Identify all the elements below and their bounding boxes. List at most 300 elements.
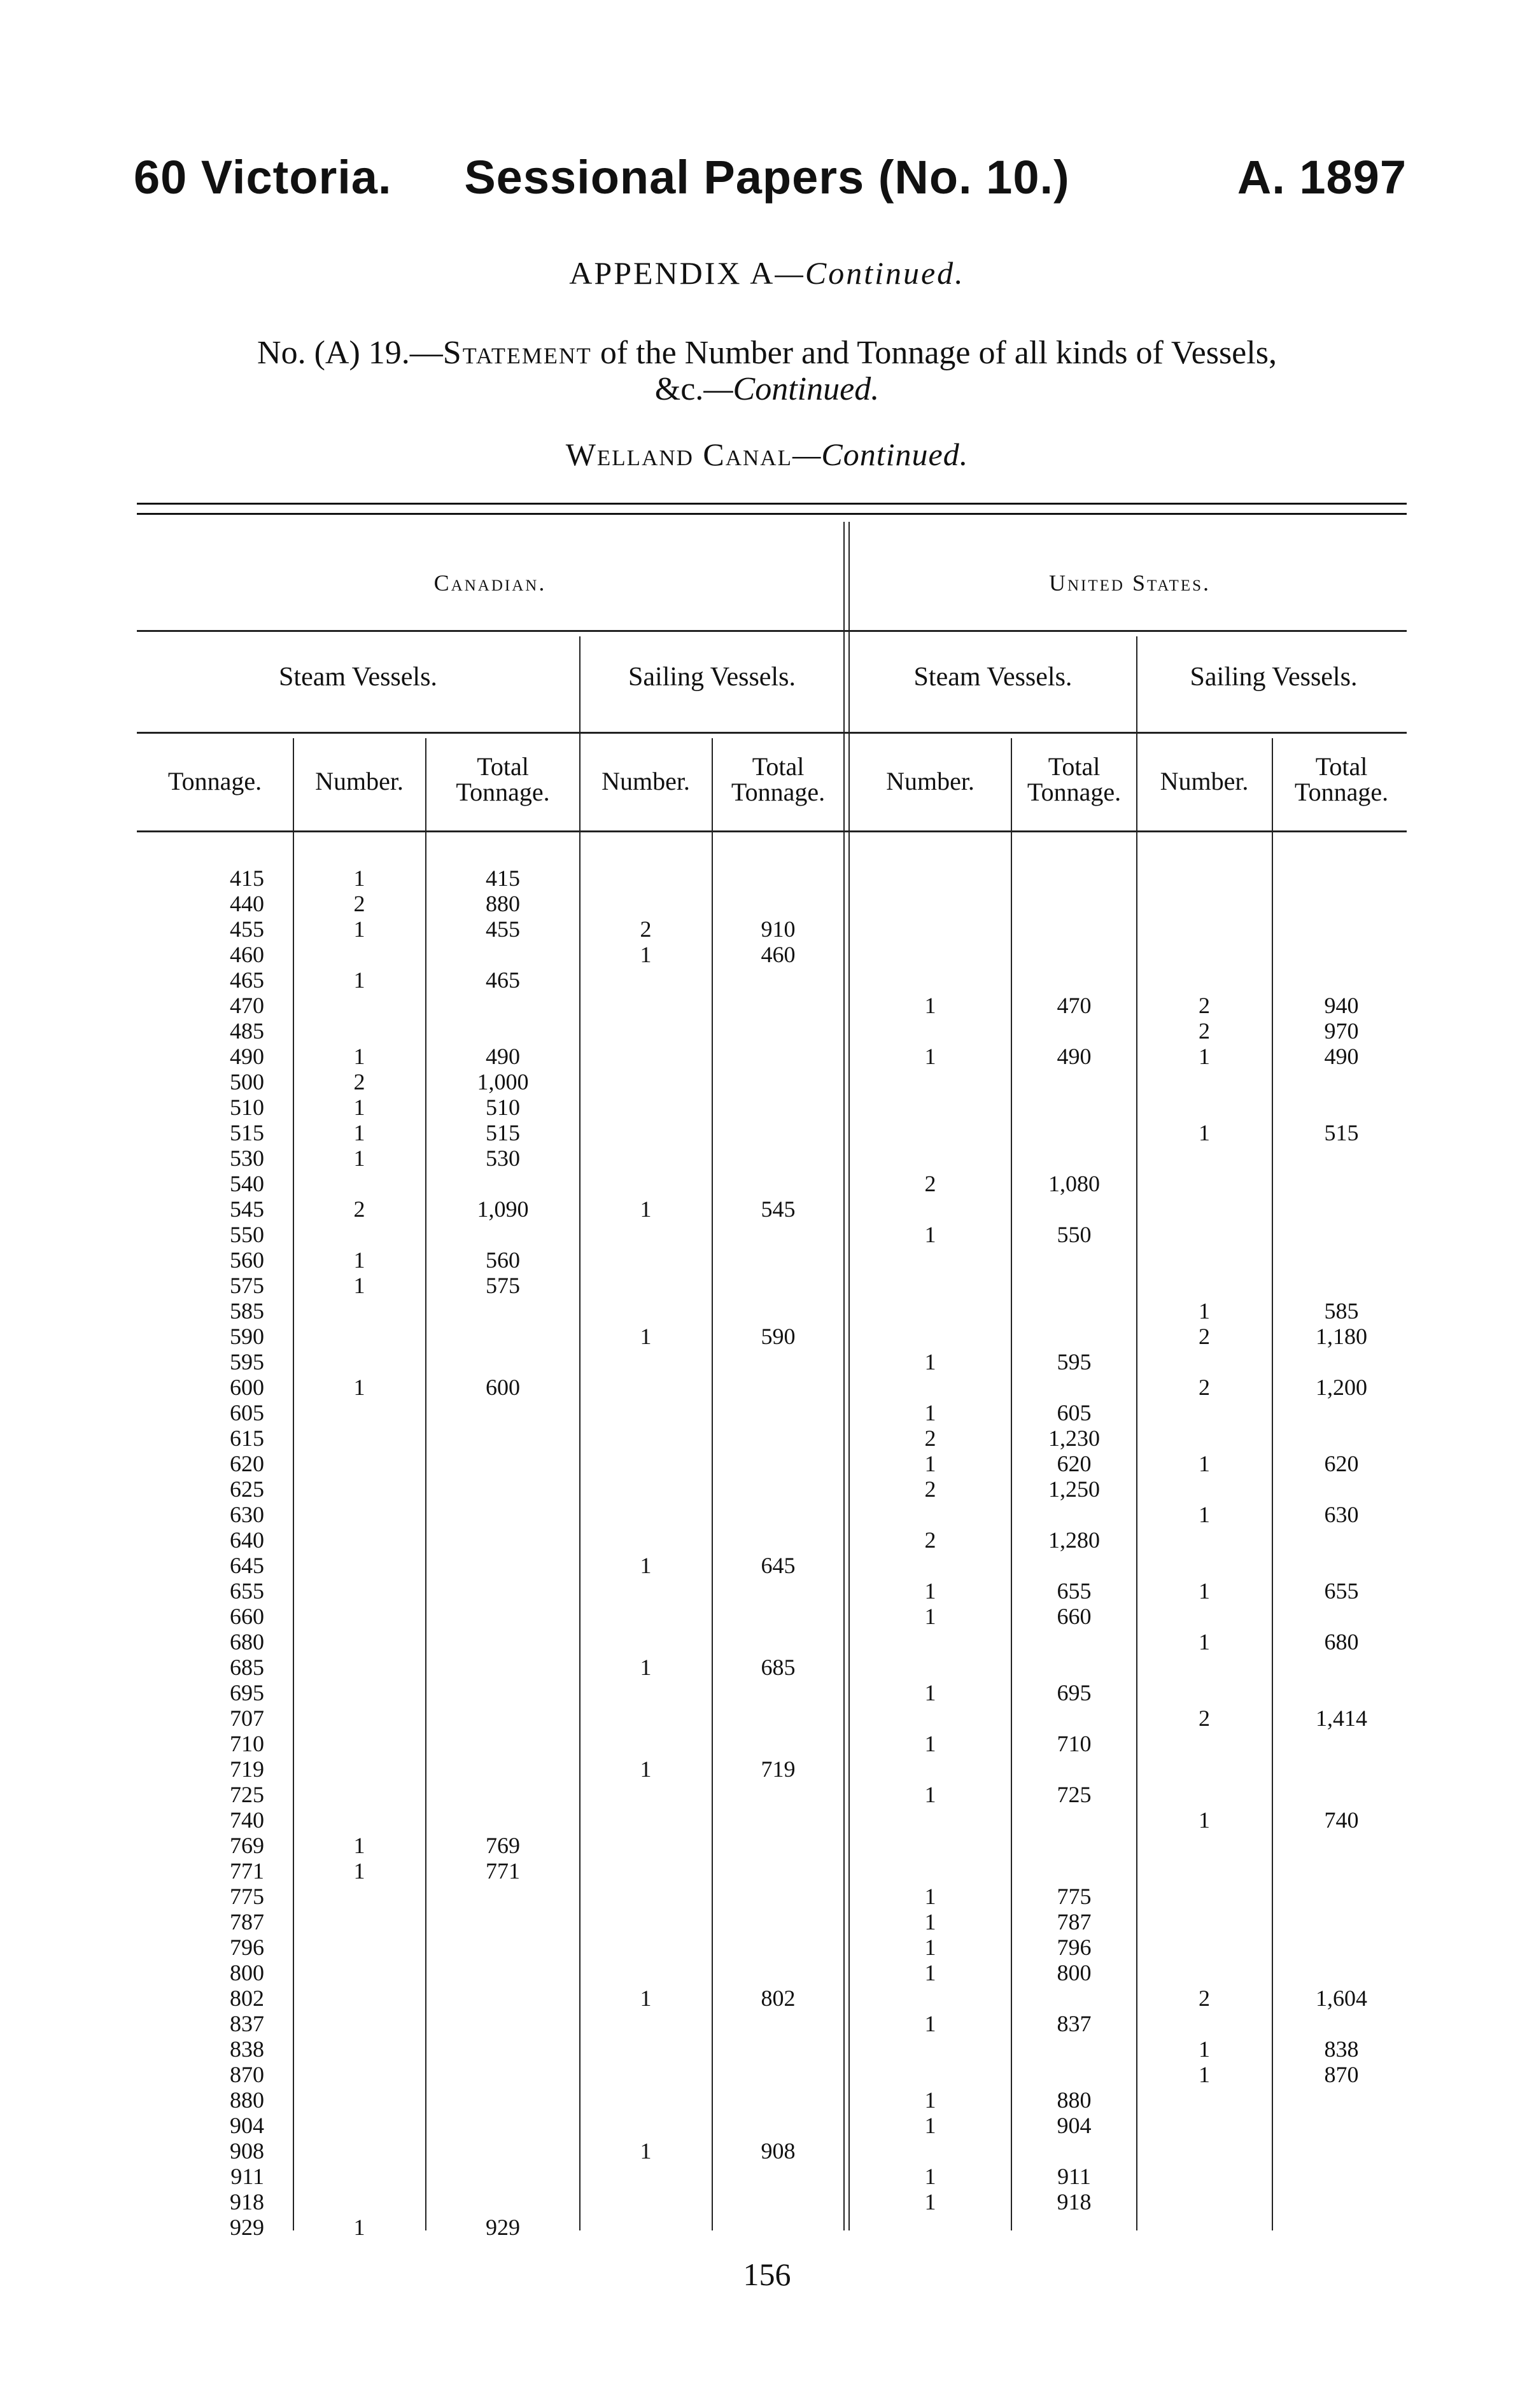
- subgroup-rule: [137, 732, 1407, 734]
- leader-dots: [1143, 1349, 1263, 1375]
- leader-dots: [432, 1502, 572, 1527]
- leader-dots: [299, 1807, 417, 1833]
- us-steam-total-cell: 655: [1057, 1578, 1092, 1604]
- can-steam-total-cell: 600: [486, 1375, 520, 1400]
- leader-dots: [718, 1145, 836, 1171]
- us-steam-total-cell: 796: [1057, 1935, 1092, 1960]
- leader-dots: [1278, 967, 1402, 993]
- leader-dots: [718, 1731, 836, 1756]
- can-steam-number-cell: 1: [353, 1375, 365, 1400]
- statement-keyword: Statement: [442, 335, 592, 371]
- col-us-steam-total: [1012, 754, 1136, 805]
- leader-dots: [1017, 1145, 1129, 1171]
- us-steam-header: Steam Vessels.: [913, 662, 1073, 692]
- leader-dots: [1017, 1553, 1129, 1578]
- can-steam-number-cell: 1: [353, 1247, 365, 1273]
- leader-dots: [855, 1655, 1003, 1680]
- leader-dots: [855, 1069, 1003, 1095]
- leader-dots: [299, 2113, 417, 2138]
- leader-dots: [1143, 2164, 1263, 2189]
- us-steam-number-cell: 1: [924, 1782, 936, 1807]
- session-label: 60 Victoria.: [134, 151, 392, 204]
- col-tonnage-sub-label: Tonnage.: [1294, 778, 1389, 806]
- leader-dots: [299, 1324, 417, 1349]
- tonnage-cell: 455: [230, 916, 264, 942]
- year-label: A. 1897: [1237, 151, 1407, 204]
- leader-dots: [1278, 1756, 1402, 1782]
- leader-dots: [1143, 1069, 1263, 1095]
- leader-dots: [299, 1018, 417, 1044]
- tonnage-cell: 640: [230, 1527, 264, 1553]
- leader-dots: [1143, 1273, 1263, 1298]
- leader-dots: [432, 2113, 572, 2138]
- leader-dots: [1143, 1425, 1263, 1451]
- col-number-label: Number.: [886, 767, 975, 795]
- tonnage-cell: 660: [230, 1604, 264, 1629]
- leader-dots: [299, 1604, 417, 1629]
- leader-dots: [1017, 1095, 1129, 1120]
- leader-dots: [1278, 1553, 1402, 1578]
- leader-dots: [299, 1884, 417, 1909]
- leader-dots: [586, 1884, 703, 1909]
- leader-dots: [586, 1858, 703, 1884]
- leader-dots: [855, 1807, 1003, 1833]
- statement-heading-line2: [0, 370, 1534, 408]
- can-sail-number-cell: 1: [640, 1324, 652, 1349]
- leader-dots: [855, 942, 1003, 967]
- leader-dots: [1143, 1756, 1263, 1782]
- leader-dots: [586, 1273, 703, 1298]
- leader-dots: [432, 2087, 572, 2113]
- tonnage-cell: 615: [230, 1425, 264, 1451]
- leader-dots: [586, 2087, 703, 2113]
- leader-dots: [299, 2062, 417, 2087]
- leader-dots: [1278, 1833, 1402, 1858]
- leader-dots: [855, 967, 1003, 993]
- tonnage-cell: 490: [230, 1044, 264, 1069]
- us-steam-number-cell: 1: [924, 1044, 936, 1069]
- leader-dots: [299, 1909, 417, 1935]
- leader-dots: [299, 1527, 417, 1553]
- leader-dots: [586, 1604, 703, 1629]
- us-sail-total-cell: 1,180: [1316, 1324, 1367, 1349]
- us-sail-number-cell: 2: [1199, 1324, 1210, 1349]
- leader-dots: [586, 1069, 703, 1095]
- leader-dots: [299, 1171, 417, 1196]
- leader-dots: [1143, 2087, 1263, 2113]
- leader-dots: [718, 1171, 836, 1196]
- tonnage-cell: 775: [230, 1884, 264, 1909]
- leader-dots: [586, 865, 703, 891]
- tonnage-cell: 911: [230, 2164, 264, 2189]
- tonnage-cell: 837: [230, 2011, 264, 2036]
- tonnage-cell: 838: [230, 2036, 264, 2062]
- leader-dots: [432, 993, 572, 1018]
- divider-can-steam-cols: [425, 738, 426, 2230]
- can-sail-number-cell: 1: [640, 942, 652, 967]
- leader-dots: [299, 1985, 417, 2011]
- leader-dots: [586, 1095, 703, 1120]
- us-sail-number-cell: 1: [1199, 1629, 1210, 1655]
- us-sail-number-cell: 1: [1199, 1502, 1210, 1527]
- us-steam-number-cell: 1: [924, 1884, 936, 1909]
- leader-dots: [586, 1502, 703, 1527]
- leader-dots: [299, 993, 417, 1018]
- leader-dots: [299, 942, 417, 967]
- leader-dots: [718, 1018, 836, 1044]
- us-steam-number-cell: 1: [924, 993, 936, 1018]
- us-steam-number-cell: 2: [924, 1476, 936, 1502]
- leader-dots: [718, 1298, 836, 1324]
- group-united-states: United States.: [1049, 570, 1211, 596]
- leader-dots: [718, 1375, 836, 1400]
- sessional-papers-title: Sessional Papers (No. 10.): [464, 151, 1070, 204]
- leader-dots: [1017, 967, 1129, 993]
- col-number-label: Number.: [602, 767, 690, 795]
- leader-dots: [1017, 1705, 1129, 1731]
- leader-dots: [432, 1756, 572, 1782]
- col-can-steam-total: [426, 754, 579, 805]
- leader-dots: [1017, 1858, 1129, 1884]
- can-steam-total-cell: 510: [486, 1095, 520, 1120]
- leader-dots: [1143, 967, 1263, 993]
- leader-dots: [1278, 1655, 1402, 1680]
- leader-dots: [855, 1095, 1003, 1120]
- leader-dots: [1143, 1680, 1263, 1705]
- leader-dots: [1143, 2138, 1263, 2164]
- leader-dots: [432, 1629, 572, 1655]
- appendix-title: APPENDIX A: [569, 255, 775, 291]
- leader-dots: [718, 1884, 836, 1909]
- us-steam-number-cell: 2: [924, 1171, 936, 1196]
- leader-dots: [1143, 1884, 1263, 1909]
- leader-dots: [718, 1247, 836, 1273]
- leader-dots: [586, 1578, 703, 1604]
- leader-dots: [1143, 942, 1263, 967]
- us-sail-number-cell: 2: [1199, 1705, 1210, 1731]
- leader-dots: [1017, 2138, 1129, 2164]
- top-rule-1: [137, 503, 1407, 505]
- column-header-rule: [137, 830, 1407, 832]
- us-sail-total-cell: 680: [1324, 1629, 1359, 1655]
- tonnage-cell: 500: [230, 1069, 264, 1095]
- leader-dots: [299, 2138, 417, 2164]
- leader-dots: [1017, 1273, 1129, 1298]
- col-total-label: Total: [1048, 752, 1101, 781]
- tonnage-cell: 710: [230, 1731, 264, 1756]
- tonnage-cell: 620: [230, 1451, 264, 1476]
- leader-dots: [1143, 1247, 1263, 1273]
- can-sail-total-cell: 460: [761, 942, 796, 967]
- leader-dots: [586, 1018, 703, 1044]
- us-steam-total-cell: 1,250: [1048, 1476, 1100, 1502]
- leader-dots: [718, 1349, 836, 1375]
- leader-dots: [432, 1171, 572, 1196]
- tonnage-cell: 440: [230, 891, 264, 916]
- us-steam-total-cell: 837: [1057, 2011, 1092, 2036]
- leader-dots: [586, 1909, 703, 1935]
- leader-dots: [718, 967, 836, 993]
- leader-dots: [1278, 1476, 1402, 1502]
- leader-dots: [299, 1731, 417, 1756]
- can-steam-total-cell: 560: [486, 1247, 520, 1273]
- leader-dots: [299, 2164, 417, 2189]
- leader-dots: [718, 2113, 836, 2138]
- leader-dots: [718, 2215, 836, 2240]
- us-steam-total-cell: 620: [1057, 1451, 1092, 1476]
- col-can-steam-number: [294, 769, 425, 794]
- leader-dots: [432, 1731, 572, 1756]
- leader-dots: [855, 2215, 1003, 2240]
- divider-can-us-a: [843, 522, 845, 2230]
- tonnage-cell: 515: [230, 1120, 264, 1145]
- leader-dots: [1278, 1909, 1402, 1935]
- leader-dots: [432, 2164, 572, 2189]
- leader-dots: [299, 1680, 417, 1705]
- can-steam-total-cell: 530: [486, 1145, 520, 1171]
- tonnage-cell: 585: [230, 1298, 264, 1324]
- leader-dots: [1143, 1095, 1263, 1120]
- can-sail-number-cell: 1: [640, 1553, 652, 1578]
- can-steam-total-cell: 575: [486, 1273, 520, 1298]
- us-sail-number-cell: 2: [1199, 1018, 1210, 1044]
- leader-dots: [718, 1629, 836, 1655]
- leader-dots: [432, 1909, 572, 1935]
- tonnage-cell: 590: [230, 1324, 264, 1349]
- tonnage-cell: 655: [230, 1578, 264, 1604]
- tonnage-cell: 800: [230, 1960, 264, 1985]
- us-steam-number-cell: 1: [924, 2087, 936, 2113]
- tonnage-cell: 575: [230, 1273, 264, 1298]
- leader-dots: [299, 1425, 417, 1451]
- us-sail-total-cell: 940: [1324, 993, 1359, 1018]
- us-steam-total-cell: 695: [1057, 1680, 1092, 1705]
- col-us-sail-total: [1273, 754, 1410, 805]
- leader-dots: [718, 1120, 836, 1145]
- leader-dots: [432, 1782, 572, 1807]
- leader-dots: [299, 1782, 417, 1807]
- us-sail-number-cell: 1: [1199, 1578, 1210, 1604]
- tonnage-cell: 929: [230, 2215, 264, 2240]
- leader-dots: [299, 1451, 417, 1476]
- can-sail-number-cell: 1: [640, 1985, 652, 2011]
- leader-dots: [299, 1960, 417, 1985]
- leader-dots: [1278, 1171, 1402, 1196]
- leader-dots: [718, 1604, 836, 1629]
- us-sail-total-cell: 1,200: [1316, 1375, 1367, 1400]
- can-sail-header: Sailing Vessels.: [628, 662, 796, 692]
- tonnage-cell: 904: [230, 2113, 264, 2138]
- leader-dots: [718, 2164, 836, 2189]
- leader-dots: [718, 1782, 836, 1807]
- tonnage-cell: 560: [230, 1247, 264, 1273]
- can-steam-total-cell: 880: [486, 891, 520, 916]
- leader-dots: [1278, 1527, 1402, 1553]
- leader-dots: [432, 1451, 572, 1476]
- us-sail-number-cell: 1: [1199, 1451, 1210, 1476]
- leader-dots: [586, 1400, 703, 1425]
- can-steam-number-cell: 1: [353, 1273, 365, 1298]
- leader-dots: [1143, 2113, 1263, 2138]
- us-sail-total-cell: 585: [1324, 1298, 1359, 1324]
- leader-dots: [1278, 1196, 1402, 1222]
- col-number-label: Number.: [1160, 767, 1249, 795]
- leader-dots: [586, 2189, 703, 2215]
- leader-dots: [299, 1578, 417, 1604]
- leader-dots: [1278, 1349, 1402, 1375]
- us-steam-total-cell: 1,080: [1048, 1171, 1100, 1196]
- leader-dots: [432, 1349, 572, 1375]
- leader-dots: [718, 1095, 836, 1120]
- leader-dots: [1017, 1375, 1129, 1400]
- leader-dots: [1143, 1145, 1263, 1171]
- leader-dots: [1278, 2189, 1402, 2215]
- tonnage-cell: 870: [230, 2062, 264, 2087]
- tonnage-cell: 595: [230, 1349, 264, 1375]
- us-steam-number-cell: 1: [924, 1578, 936, 1604]
- can-sail-total-cell: 910: [761, 916, 796, 942]
- leader-dots: [855, 916, 1003, 942]
- col-can-sail-number: [581, 769, 711, 794]
- leader-dots: [432, 1960, 572, 1985]
- leader-dots: [1143, 1782, 1263, 1807]
- leader-dots: [718, 1273, 836, 1298]
- statement-heading-line1: [0, 334, 1534, 372]
- leader-dots: [1143, 891, 1263, 916]
- leader-dots: [432, 1655, 572, 1680]
- tonnage-cell: 680: [230, 1629, 264, 1655]
- leader-dots: [855, 1298, 1003, 1324]
- can-steam-number-cell: 1: [353, 1095, 365, 1120]
- canal-name: Welland Canal: [565, 437, 792, 472]
- leader-dots: [586, 1349, 703, 1375]
- leader-dots: [855, 1858, 1003, 1884]
- leader-dots: [299, 1222, 417, 1247]
- can-steam-total-cell: 771: [486, 1858, 520, 1884]
- leader-dots: [1278, 1782, 1402, 1807]
- leader-dots: [299, 1629, 417, 1655]
- leader-dots: [1278, 942, 1402, 967]
- can-steam-number-cell: 1: [353, 1120, 365, 1145]
- us-steam-total-cell: 470: [1057, 993, 1092, 1018]
- tonnage-cell: 769: [230, 1833, 264, 1858]
- leader-dots: [1143, 2011, 1263, 2036]
- leader-dots: [1017, 1247, 1129, 1273]
- leader-dots: [586, 1171, 703, 1196]
- us-steam-number-cell: 1: [924, 1222, 936, 1247]
- leader-dots: [1278, 2113, 1402, 2138]
- can-steam-number-cell: 1: [353, 1858, 365, 1884]
- can-sail-total-cell: 645: [761, 1553, 796, 1578]
- leader-dots: [432, 1324, 572, 1349]
- tonnage-cell: 625: [230, 1476, 264, 1502]
- leader-dots: [1017, 1298, 1129, 1324]
- leader-dots: [718, 1451, 836, 1476]
- us-steam-total-cell: 710: [1057, 1731, 1092, 1756]
- leader-dots: [1143, 1858, 1263, 1884]
- leader-dots: [1278, 1604, 1402, 1629]
- leader-dots: [586, 967, 703, 993]
- can-steam-number-cell: 1: [353, 916, 365, 942]
- leader-dots: [718, 2189, 836, 2215]
- leader-dots: [1143, 1476, 1263, 1502]
- tonnage-cell: 550: [230, 1222, 264, 1247]
- leader-dots: [586, 2164, 703, 2189]
- leader-dots: [432, 1400, 572, 1425]
- can-steam-total-cell: 490: [486, 1044, 520, 1069]
- leader-dots: [1143, 916, 1263, 942]
- leader-dots: [586, 1476, 703, 1502]
- tonnage-cell: 771: [230, 1858, 264, 1884]
- col-tonnage-sub-label: Tonnage.: [1027, 778, 1122, 806]
- us-steam-total-cell: 595: [1057, 1349, 1092, 1375]
- leader-dots: [432, 1578, 572, 1604]
- leader-dots: [718, 2087, 836, 2113]
- leader-dots: [1278, 1069, 1402, 1095]
- us-sail-number-cell: 2: [1199, 1375, 1210, 1400]
- leader-dots: [1143, 1604, 1263, 1629]
- leader-dots: [1017, 891, 1129, 916]
- us-sail-number-cell: 1: [1199, 2062, 1210, 2087]
- leader-dots: [1017, 1196, 1129, 1222]
- leader-dots: [586, 1833, 703, 1858]
- us-steam-total-cell: 660: [1057, 1604, 1092, 1629]
- us-steam-number-cell: 1: [924, 1935, 936, 1960]
- leader-dots: [718, 2011, 836, 2036]
- leader-dots: [855, 1756, 1003, 1782]
- tonnage-cell: 695: [230, 1680, 264, 1705]
- col-us-sail-number: [1137, 769, 1271, 794]
- leader-dots: [1278, 1858, 1402, 1884]
- leader-dots: [855, 1502, 1003, 1527]
- leader-dots: [586, 1705, 703, 1731]
- tonnage-cell: 530: [230, 1145, 264, 1171]
- leader-dots: [855, 2036, 1003, 2062]
- us-steam-total-cell: 1,280: [1048, 1527, 1100, 1553]
- statement-etc: &c.: [654, 371, 704, 407]
- leader-dots: [1143, 2215, 1263, 2240]
- col-total-label: Total: [477, 752, 529, 781]
- leader-dots: [1143, 1833, 1263, 1858]
- tonnage-cell: 645: [230, 1553, 264, 1578]
- us-steam-number-cell: 1: [924, 1400, 936, 1425]
- leader-dots: [299, 1502, 417, 1527]
- leader-dots: [299, 1655, 417, 1680]
- us-steam-number-cell: 1: [924, 1680, 936, 1705]
- us-sail-total-cell: 515: [1324, 1120, 1359, 1145]
- group-canadian: Canadian.: [433, 570, 547, 596]
- tonnage-cell: 707: [230, 1705, 264, 1731]
- leader-dots: [1143, 1935, 1263, 1960]
- leader-dots: [1017, 1629, 1129, 1655]
- leader-dots: [1278, 1247, 1402, 1273]
- leader-dots: [855, 891, 1003, 916]
- leader-dots: [1017, 1069, 1129, 1095]
- leader-dots: [586, 891, 703, 916]
- leader-dots: [855, 1705, 1003, 1731]
- leader-dots: [1017, 1756, 1129, 1782]
- leader-dots: [1143, 2189, 1263, 2215]
- leader-dots: [432, 1705, 572, 1731]
- leader-dots: [1278, 891, 1402, 916]
- tonnage-cell: 470: [230, 993, 264, 1018]
- tonnage-cell: 787: [230, 1909, 264, 1935]
- leader-dots: [1278, 1680, 1402, 1705]
- us-steam-number-cell: 1: [924, 2011, 936, 2036]
- leader-dots: [432, 1553, 572, 1578]
- leader-dots: [718, 2036, 836, 2062]
- leader-dots: [586, 1807, 703, 1833]
